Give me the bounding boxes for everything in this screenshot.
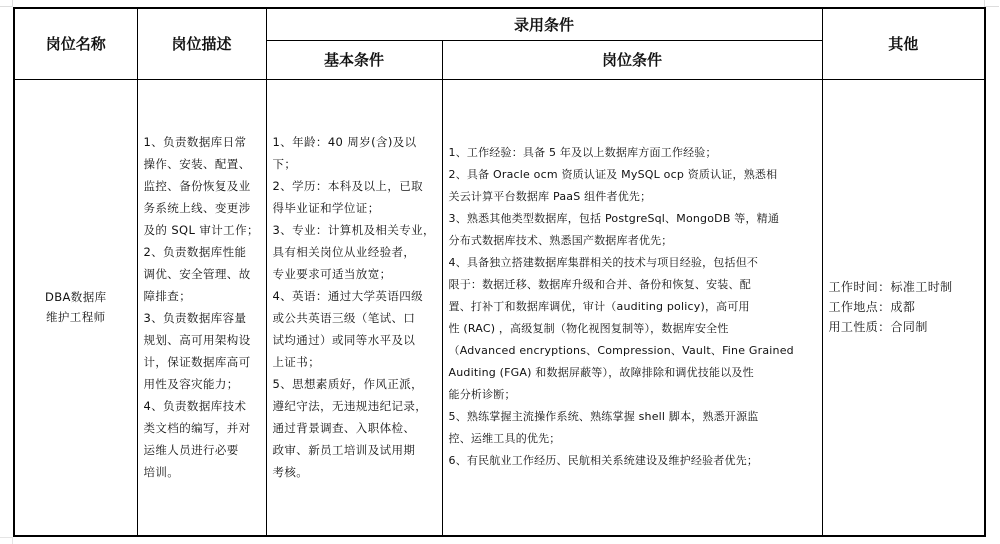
header-basic-conditions: 基本条件 bbox=[266, 40, 442, 79]
header-position-conditions: 岗位条件 bbox=[442, 40, 822, 79]
position-name-cell bbox=[14, 79, 137, 536]
header-other: 其他 bbox=[822, 8, 985, 79]
position-description: 1、负责数据库日常 操作、安装、配置、 监控、备份恢复及业 务系统上线、变更涉 及的 SQL 审计工作； 2、负责数据库性能 调优、安全管理、故 障排查； 3、负责数据库容量 规划、高可用架构设 计，保证数据库高可 用性及容灾能力； 4、负责数据库技术 类文档的编写，并对 运维人员进行必要 培训。 bbox=[143, 135, 259, 480]
description-cell bbox=[137, 79, 266, 536]
table-row bbox=[14, 79, 985, 536]
position-name: DBA数据库 维护工程师 bbox=[44, 290, 107, 325]
job-requirements-table bbox=[13, 7, 986, 537]
other-info: 工作时间：标准工时制 工作地点：成都 用工性质：合同制 bbox=[828, 280, 953, 335]
page-corner-mark bbox=[0, 0, 13, 7]
header-position-name: 岗位名称 bbox=[14, 8, 137, 79]
basic-conditions-cell bbox=[266, 79, 442, 536]
header-row-1 bbox=[14, 8, 985, 40]
other-cell bbox=[822, 79, 985, 536]
header-position-description: 岗位描述 bbox=[137, 8, 266, 79]
position-conditions: 1、工作经验：具备 5 年及以上数据库方面工作经验； 2、具备 Oracle ocm 资质认证及 MySQL ocp 资质认证，熟悉相 关云计算平台数据库 PaaS 组件者优先； 3、熟悉其他类型数据库，包括 PostgreSql、MongoDB 等，精通 分布式数据库技术、熟悉国产数据库者优先； 4、具备独立搭建数据库集群相关的技术与项目经验，包括但不 限于：数据迁移、数据库升级和合并、备份和恢复、安装、配 置、打补丁和数据库调优，审计（auditing policy)，高可用 性 (RAC) ，高级复制（物化视图复制等），数据库安全性 （Advanced encryptions、Compression、Vault、Fine Grained Auditing (FGA) 和数据屏蔽等），故障排除和调优技能以及性 能分析诊断； 5、熟练掌握主流操作系统、熟练掌握 shell 脚本，熟悉开源监 控、运维工具的优先； 6、有民航业工作经历、民航相关系统建设及维护经验者优先； bbox=[448, 146, 794, 468]
position-conditions-cell bbox=[442, 79, 822, 536]
basic-conditions: 1、年龄：40 周岁(含)及以 下； 2、学历：本科及以上，已取 得毕业证和学位证； 3、专业：计算机及相关专业， 具有相关岗位从业经验者， 专业要求可适当放宽； 4、英语：通过大学英语四级 或公共英语三级（笔试、口 试均通过）或同等水平及以 上证书； 5、思想素质好，作风正派， 遵纪守法，无违规违纪记录， 通过背景调查、入职体检、 政审、新员工培训及试用期 考核。 bbox=[272, 135, 435, 480]
page-corner-mark bbox=[984, 0, 999, 7]
header-hiring-conditions: 录用条件 bbox=[266, 8, 822, 40]
